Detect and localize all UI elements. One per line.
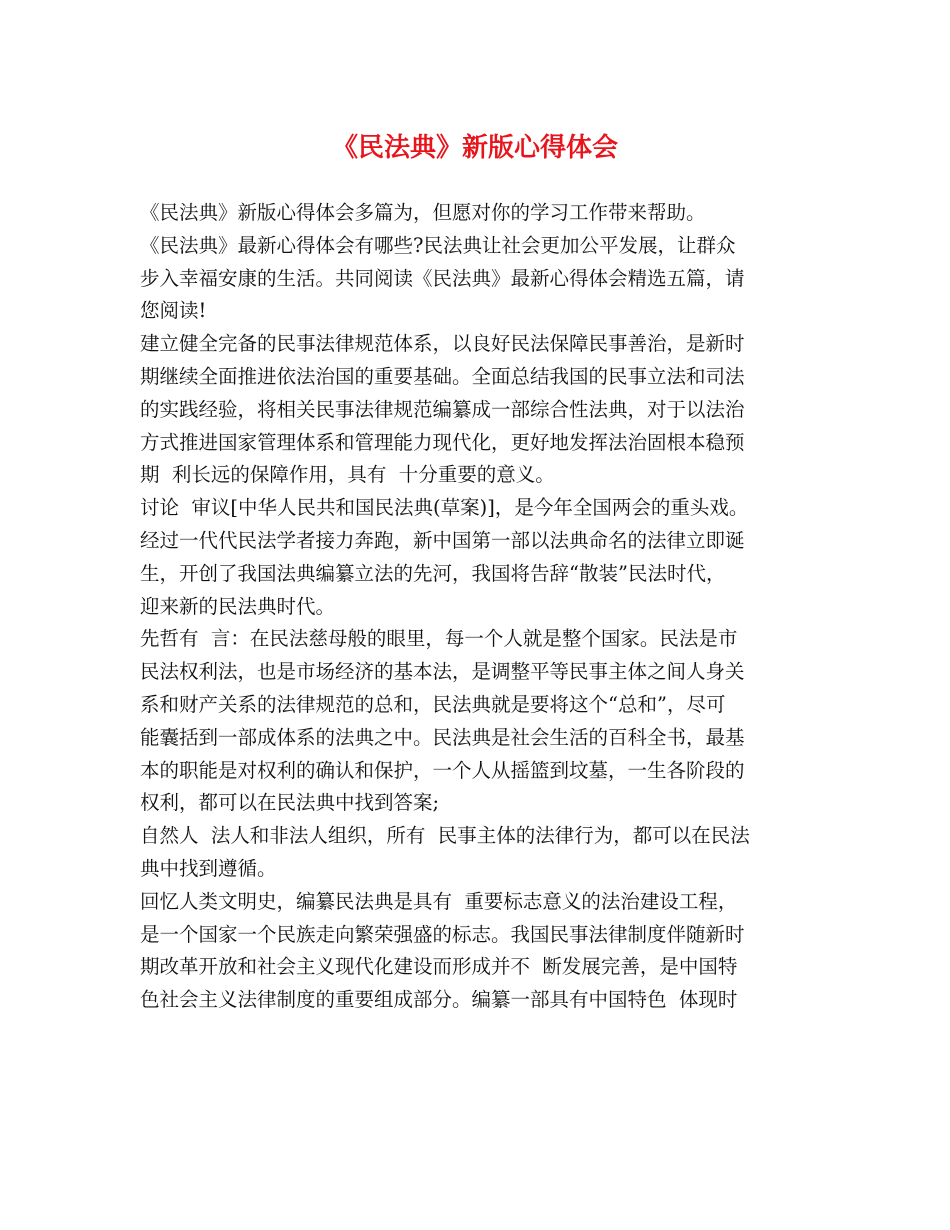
text-line: 系和财产关系的法律规范的总和，民法典就是要将这个“总和”，尽可	[140, 692, 726, 716]
text-line: 典中找到遵循。	[140, 856, 277, 880]
text-line: 自然人 法人和非法人组织，所有 民事主体的法律行为，都可以在民法	[140, 824, 750, 848]
text-line: 生，开创了我国法典编纂立法的先河，我国将告辞“散装”民法时代，	[140, 561, 726, 585]
document-body	[140, 197, 820, 1017]
text-line: 期继续全面推进依法治国的重要基础。全面总结我国的民事立法和司法	[140, 364, 745, 388]
text-line: 《民法典》新版心得体会多篇为，但愿对你的学习工作带来帮助。	[140, 201, 706, 224]
text-line: 本的职能是对权利的确认和保护，一个人从摇篮到坟墓，一生各阶段的	[140, 758, 745, 782]
text-line: 民法权利法，也是市场经济的基本法，是调整平等民事主体之间人身关	[140, 660, 745, 684]
text-line: 经过一代代民法学者接力奔跑，新中国第一部以法典命名的法律立即诞	[140, 528, 745, 552]
text-line: 迎来新的民法典时代。	[140, 594, 336, 618]
text-line: 您阅读!	[140, 299, 207, 323]
text-line: 讨论 审议[中华人民共和国民法典(草案)]，是今年全国两会的重头戏。	[140, 496, 749, 520]
text-line: 权利，都可以在民法典中找到答案;	[140, 791, 440, 815]
text-line: 色社会主义法律制度的重要组成部分。编纂一部具有中国特色 体现时	[140, 988, 738, 1012]
text-line: 建立健全完备的民事法律规范体系，以良好民法保障民事善治，是新时	[140, 332, 745, 356]
text-line: 方式推进国家管理体系和管理能力现代化，更好地发挥法治固根本稳预	[140, 430, 745, 454]
text-line: 《民法典》最新心得体会有哪些?民法典让社会更加公平发展，让群众	[140, 233, 736, 257]
text-line: 期改革开放和社会主义现代化建设而形成并不 断发展完善，是中国特	[140, 955, 738, 979]
text-line: 回忆人类文明史，编纂民法典是具有 重要标志意义的法治建设工程，	[140, 889, 738, 913]
text-line: 的实践经验，将相关民事法律规范编纂成一部综合性法典，对于以法治	[140, 397, 745, 421]
document-title: 《民法典》新版心得体会	[331, 133, 618, 163]
text-line: 能囊括到一部成体系的法典之中。民法典是社会生活的百科全书，最基	[140, 725, 745, 749]
text-line: 期 利长远的保障作用，具有 十分重要的意义。	[140, 463, 555, 487]
text-line: 先哲有 言：在民法慈母般的眼里，每一个人就是整个国家。民法是市	[140, 627, 738, 651]
text-line: 是一个国家一个民族走向繁荣强盛的标志。我国民事法律制度伴随新时	[140, 922, 745, 946]
text-line: 步入幸福安康的生活。共同阅读《民法典》最新心得体会精选五篇，请	[140, 266, 745, 290]
